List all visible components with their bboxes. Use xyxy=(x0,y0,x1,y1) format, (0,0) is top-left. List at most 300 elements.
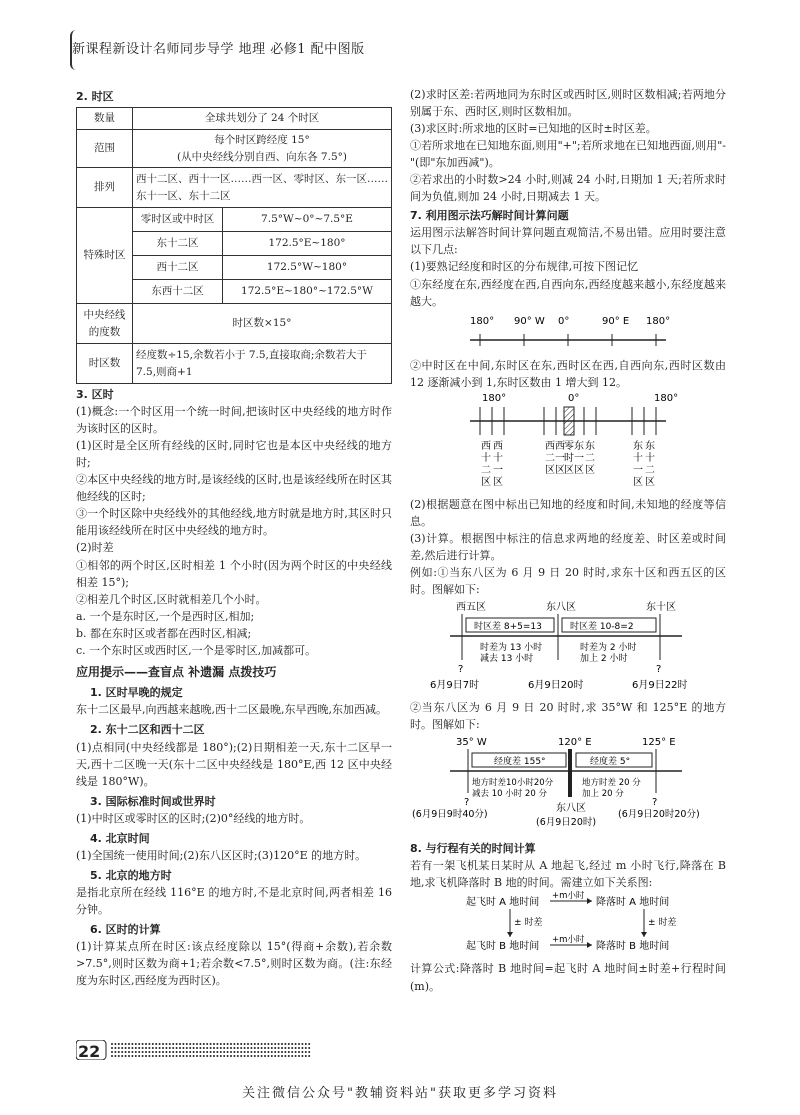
decor-dot xyxy=(278,1051,280,1053)
decor-dot xyxy=(264,1043,266,1045)
section-7-title: 7. 利用图示法巧解时间计算问题 xyxy=(410,209,569,223)
paragraph: (1)区时是全区所有经线的区时,同时它也是本区中央经线的地方时; xyxy=(76,439,392,470)
decor-dot xyxy=(261,1043,263,1045)
decor-dot xyxy=(288,1055,290,1057)
label: 降落时 A 地时间 xyxy=(596,897,670,909)
decor-dot xyxy=(131,1043,133,1045)
decor-dot xyxy=(281,1043,283,1045)
decor-dot xyxy=(291,1047,293,1049)
decor-dot xyxy=(162,1047,164,1049)
decor-dot xyxy=(210,1043,212,1045)
label: ? xyxy=(652,797,658,809)
decor-dot xyxy=(203,1047,205,1049)
decor-dot xyxy=(138,1047,140,1049)
decor-dot xyxy=(233,1043,235,1045)
label: ? xyxy=(458,664,464,676)
decor-dot xyxy=(240,1055,242,1057)
label: 经度差 155° xyxy=(494,757,546,768)
decor-dot xyxy=(264,1047,266,1049)
decor-dot xyxy=(291,1051,293,1053)
decor-dot xyxy=(254,1051,256,1053)
cell: 东十二区 xyxy=(133,232,223,256)
paragraph: (2)根据题意在图中标出已知地的经度和时间,未知地的经度等信息。 xyxy=(410,497,726,528)
tip-title: 6. 区时的计算 xyxy=(90,923,161,936)
cell: 172.5°E~180° xyxy=(223,232,392,256)
decor-dot xyxy=(264,1055,266,1057)
decor-dot xyxy=(131,1047,133,1049)
cell: 时区数 xyxy=(77,344,133,384)
decor-dot xyxy=(213,1047,215,1049)
decor-dot xyxy=(240,1047,242,1049)
decor-dot xyxy=(203,1051,205,1053)
paragraph: ②中时区在中间,东时区在东,西时区在西,自西向东,西时区数由 12 逐渐减小到 1,东时区数由 1 增大到 12。 xyxy=(410,358,726,389)
decor-dot xyxy=(281,1047,283,1049)
label: +m小时 xyxy=(552,935,585,946)
decor-dot xyxy=(210,1047,212,1049)
example1-diagram xyxy=(410,598,726,694)
decor-dot xyxy=(135,1047,137,1049)
zone-label: 西一区 xyxy=(555,440,565,476)
decor-dot xyxy=(203,1055,205,1057)
decor-dot xyxy=(182,1043,184,1045)
paragraph: c. 一个东时区或西时区,一个是零时区,加减都可。 xyxy=(76,643,317,657)
paragraph: ①若所求地在已知地东面,则用"+";若所求地在已知地西面,则用"-"(即"东加西减")。 xyxy=(410,139,726,170)
decor-dot xyxy=(227,1047,229,1049)
decor-dot xyxy=(176,1051,178,1053)
decor-dot xyxy=(281,1055,283,1057)
decor-dot xyxy=(271,1047,273,1049)
decor-dot xyxy=(162,1043,164,1045)
decor-dot xyxy=(145,1043,147,1045)
decor-dot xyxy=(118,1055,120,1057)
decor-dot xyxy=(230,1055,232,1057)
zone-label: 西十二区 xyxy=(481,440,491,488)
paragraph: 东十二区最早,向西越来越晚,西十二区最晚,东早西晚,东加西减。 xyxy=(76,703,387,717)
section-8-title: 8. 与行程有关的时间计算 xyxy=(410,842,536,856)
decor-dot xyxy=(237,1055,239,1057)
decor-dot xyxy=(247,1043,249,1045)
decor-dot xyxy=(257,1043,259,1045)
decor-dot xyxy=(206,1043,208,1045)
cell-line: 每个时区跨经度 15° xyxy=(214,134,310,147)
decor-dot xyxy=(162,1055,164,1057)
label: (6月9日20时) xyxy=(536,817,597,829)
paragraph: ②当东八区为 6 月 9 日 20 时时,求 35°W 和 125°E 的地方时。图解如下: xyxy=(410,701,726,732)
footer-note: 关注微信公众号"教辅资料站"获取更多学习资料 xyxy=(242,1086,558,1101)
decor-dot xyxy=(125,1051,127,1053)
decor-dot xyxy=(111,1055,113,1057)
zone-label: 东十二区 xyxy=(645,440,655,488)
decor-dot xyxy=(152,1047,154,1049)
decor-dot xyxy=(298,1051,300,1053)
decor-dot xyxy=(131,1055,133,1057)
label: 6月9日7时 xyxy=(430,680,480,692)
cell: 范围 xyxy=(77,130,133,168)
decor-dot xyxy=(199,1047,201,1049)
label: 经度差 5° xyxy=(590,757,631,768)
tip-title: 1. 区时早晚的规定 xyxy=(90,686,183,700)
tick-label: 90° W xyxy=(514,315,545,327)
decor-dot xyxy=(281,1051,283,1053)
paragraph: 若有一架飞机某日某时从 A 地起飞,经过 m 小时飞行,降落在 B 地,求飞机降落时 B 地的时间。需建立如下关系图: xyxy=(410,859,726,890)
decor-dot xyxy=(301,1047,303,1049)
decor-dot xyxy=(189,1047,191,1049)
decor-dot xyxy=(186,1047,188,1049)
cell: 时区数×15° xyxy=(133,304,392,344)
paragraph: a. 一个是东时区,一个是西时区,相加; xyxy=(76,609,255,623)
paragraph: ②相差几个时区,区时就相差几个小时。 xyxy=(76,592,267,606)
decor-dot xyxy=(135,1055,137,1057)
decor-dot xyxy=(111,1047,113,1049)
decor-dot xyxy=(196,1043,198,1045)
decor-dot xyxy=(145,1051,147,1053)
decor-dot xyxy=(128,1043,130,1045)
decor-dot xyxy=(169,1051,171,1053)
decor-dot xyxy=(271,1055,273,1057)
decor-dot xyxy=(155,1051,157,1053)
flight-relation-diagram xyxy=(410,891,726,955)
decor-dot xyxy=(193,1051,195,1053)
decor-dot xyxy=(142,1051,144,1053)
tick-label: 90° E xyxy=(602,315,630,327)
decor-dot xyxy=(193,1055,195,1057)
decor-dot xyxy=(233,1055,235,1057)
cell: 172.5°E~180°~172.5°W xyxy=(223,280,392,304)
decor-dot xyxy=(148,1051,150,1053)
decor-dot xyxy=(223,1043,225,1045)
timezone-line-diagram xyxy=(410,391,726,491)
decor-dot xyxy=(274,1043,276,1045)
decor-dot xyxy=(114,1055,116,1057)
decor-dot xyxy=(159,1043,161,1045)
label: 加上 20 分 xyxy=(582,789,624,800)
decor-dot xyxy=(196,1051,198,1053)
decor-dot xyxy=(172,1051,174,1053)
decor-dot xyxy=(257,1047,259,1049)
cell: 特殊时区 xyxy=(77,208,133,304)
decor-dot xyxy=(203,1043,205,1045)
decor-dot xyxy=(125,1043,127,1045)
label: 加上 2 小时 xyxy=(580,654,628,665)
decor-dot xyxy=(254,1047,256,1049)
decor-dot xyxy=(172,1055,174,1057)
decor-dot xyxy=(220,1055,222,1057)
zone-label: 西二区 xyxy=(545,440,555,476)
zone-label: 西十一区 xyxy=(493,440,503,488)
paragraph: ③一个时区除中央经线外的其他经线,地方时就是地方时,其区时只能用该经线所在时区中央经线的地方时。 xyxy=(76,507,392,538)
cell-line: (从中央经线分别自西、向东各 7.5°) xyxy=(177,150,347,163)
label: 120° E xyxy=(558,737,592,749)
decor-dot xyxy=(172,1047,174,1049)
decor-dot xyxy=(159,1055,161,1057)
decor-dot xyxy=(118,1047,120,1049)
decor-dot xyxy=(165,1047,167,1049)
decor-dot xyxy=(305,1043,307,1045)
decor-dot xyxy=(121,1051,123,1053)
longitude-line-diagram xyxy=(410,310,726,352)
decor-dot xyxy=(182,1055,184,1057)
decor-dot xyxy=(284,1043,286,1045)
cell: 中央经线的度数 xyxy=(77,304,133,344)
cell: 东西十二区 xyxy=(133,280,223,304)
label: 西五区 xyxy=(456,602,486,614)
decor-dot xyxy=(135,1043,137,1045)
decor-dot xyxy=(295,1051,297,1053)
decor-dot xyxy=(230,1043,232,1045)
decor-dot xyxy=(261,1051,263,1053)
paragraph: (1)计算某点所在时区:该点经度除以 15°(得商+余数),若余数>7.5°,则时区数为商+1;若余数<7.5°,则时区数为商。(注:东经度为东时区,西经度为西时区)。 xyxy=(76,940,392,988)
decor-dot xyxy=(254,1043,256,1045)
decor-dot xyxy=(128,1047,130,1049)
decor-dot xyxy=(295,1043,297,1045)
zone-label: 东一区 xyxy=(574,440,584,476)
decor-dot xyxy=(284,1055,286,1057)
decor-dot xyxy=(264,1051,266,1053)
decor-dot xyxy=(247,1047,249,1049)
decor-dot xyxy=(220,1051,222,1053)
decor-dot xyxy=(305,1055,307,1057)
label: 东十区 xyxy=(646,602,676,614)
tip-title: 3. 国际标准时间或世界时 xyxy=(90,794,216,808)
decor-dot xyxy=(227,1055,229,1057)
decor-dot xyxy=(189,1055,191,1057)
decor-dot xyxy=(305,1051,307,1053)
decor-dot xyxy=(244,1055,246,1057)
label: 35° W xyxy=(456,737,487,749)
decor-dot xyxy=(220,1043,222,1045)
tick-label: 180° xyxy=(654,392,679,404)
decor-dot xyxy=(179,1047,181,1049)
decor-dot xyxy=(206,1055,208,1057)
decor-dot xyxy=(250,1055,252,1057)
decor-dot xyxy=(169,1043,171,1045)
decor-dot xyxy=(240,1051,242,1053)
decor-dot xyxy=(159,1047,161,1049)
decor-dot xyxy=(138,1055,140,1057)
decor-dot xyxy=(210,1051,212,1053)
label: 时差为 2 小时 xyxy=(580,643,637,654)
page-number: 22 xyxy=(78,1042,101,1061)
label: 减去 13 小时 xyxy=(480,654,534,665)
decor-dot xyxy=(220,1047,222,1049)
decor-dot xyxy=(199,1051,201,1053)
decor-dot xyxy=(179,1043,181,1045)
timezone-table xyxy=(76,107,392,384)
cell: 172.5°W~180° xyxy=(223,256,392,280)
label: +m小时 xyxy=(552,891,585,902)
decor-dot xyxy=(186,1051,188,1053)
decor-dot xyxy=(278,1043,280,1045)
zone-label: 东十一区 xyxy=(633,440,643,488)
decor-dot xyxy=(250,1047,252,1049)
decor-dot xyxy=(305,1047,307,1049)
decor-dot xyxy=(247,1051,249,1053)
label: 6月9日22时 xyxy=(632,680,688,692)
decor-dot xyxy=(131,1051,133,1053)
decor-dot xyxy=(121,1043,123,1045)
tip-title: 2. 东十二区和西十二区 xyxy=(90,723,205,737)
decor-dot xyxy=(298,1055,300,1057)
paragraph: (2)时差 xyxy=(76,541,114,555)
tip-title: 4. 北京时间 xyxy=(90,831,150,845)
paragraph: (1)概念:一个时区用一个统一时间,把该时区中央经线的地方时作为该时区的区时。 xyxy=(76,405,392,436)
decor-dot xyxy=(155,1055,157,1057)
decor-dot xyxy=(176,1047,178,1049)
paragraph: (3)求区时:所求地的区时=已知地的区时±时区差。 xyxy=(410,122,657,136)
decor-dot xyxy=(118,1051,120,1053)
zone-label: 东二区 xyxy=(585,440,595,476)
decor-dot xyxy=(111,1043,113,1045)
decor-dot xyxy=(199,1055,201,1057)
decor-dot xyxy=(216,1055,218,1057)
decor-dot xyxy=(240,1043,242,1045)
tick-label: 180° xyxy=(470,315,495,327)
decor-dot xyxy=(121,1055,123,1057)
decor-dot xyxy=(114,1043,116,1045)
decor-dot xyxy=(308,1047,310,1049)
decor-dot xyxy=(216,1043,218,1045)
label: (6月9日20时20分) xyxy=(618,809,700,821)
decor-dot xyxy=(230,1051,232,1053)
decor-dot xyxy=(254,1055,256,1057)
decor-dot xyxy=(193,1043,195,1045)
page-number-bar xyxy=(76,1040,316,1060)
section-2-title: 2. 时区 xyxy=(76,90,114,103)
tick-label: 180° xyxy=(482,392,507,404)
decor-dot xyxy=(247,1055,249,1057)
zone-label: 零时区 xyxy=(564,440,574,476)
decor-dot xyxy=(267,1055,269,1057)
tick-label: 180° xyxy=(646,315,671,327)
decor-dot xyxy=(179,1051,181,1053)
decor-dot xyxy=(223,1047,225,1049)
decor-dot xyxy=(244,1047,246,1049)
decor-dot xyxy=(301,1055,303,1057)
label: (6月9日9时40分) xyxy=(412,809,488,821)
zero-zone-hatch xyxy=(564,407,574,435)
cell: 经度数÷15,余数若小于 7.5,直接取商;余数若大于 7.5,则商+1 xyxy=(133,344,392,384)
right-column xyxy=(410,86,726,995)
label: 东八区 xyxy=(546,602,576,614)
decor-dot xyxy=(176,1055,178,1057)
label: 125° E xyxy=(642,737,676,749)
paragraph: 运用图示法解答时间计算问题直观简洁,不易出错。应用时要注意以下几点: xyxy=(410,226,726,257)
decor-dot xyxy=(128,1051,130,1053)
decor-dot xyxy=(186,1043,188,1045)
example2-diagram xyxy=(410,733,726,833)
decor-dot xyxy=(244,1043,246,1045)
decor-dot xyxy=(271,1043,273,1045)
page-header: 新课程新设计名师同步导学 地理 必修1 配中图版 xyxy=(72,42,365,57)
decor-dot xyxy=(244,1051,246,1053)
decor-dot xyxy=(278,1055,280,1057)
label: 降落时 B 地时间 xyxy=(596,941,670,953)
decor-dot xyxy=(121,1047,123,1049)
decor-dot xyxy=(233,1047,235,1049)
decor-dot xyxy=(250,1043,252,1045)
paragraph: ①东经度在东,西经度在西,自西向东,西经度越来越小,东经度越来越大。 xyxy=(410,277,726,308)
paragraph: (1)点相同(中央经线都是 180°);(2)日期相差一天,东十二区早一天,西十二区晚一天(东十二区中央经线是 180°E,西 12 区中央经线是 180°W)。 xyxy=(76,740,392,788)
paragraph: (1)要熟记经度和时区的分布规律,可按下图记忆 xyxy=(410,260,639,274)
decor-dot xyxy=(291,1043,293,1045)
decor-dot xyxy=(169,1055,171,1057)
decor-dot xyxy=(295,1047,297,1049)
decor-dot xyxy=(267,1043,269,1045)
label: 东八区 xyxy=(556,803,586,815)
paragraph: (1)全国统一使用时间;(2)东八区区时;(3)120°E 的地方时。 xyxy=(76,848,367,862)
decor-dot xyxy=(148,1047,150,1049)
decor-dot xyxy=(274,1051,276,1053)
cell xyxy=(133,130,392,168)
decor-dot xyxy=(301,1051,303,1053)
label: 地方时差 20 分 xyxy=(582,778,641,789)
paragraph: (3)计算。根据图中标注的信息求两地的经度差、时区差或时间差,然后进行计算。 xyxy=(410,531,726,562)
decor-dot xyxy=(125,1055,127,1057)
paragraph: 是指北京所在经线 116°E 的地方时,不是北京时间,两者相差 16 分钟。 xyxy=(76,885,392,916)
decor-dot xyxy=(186,1055,188,1057)
decor-dot xyxy=(308,1043,310,1045)
cell: 零时区或中时区 xyxy=(133,208,223,232)
decor-dot xyxy=(284,1047,286,1049)
decor-dot xyxy=(308,1055,310,1057)
label: 减去 10 小时 20 分 xyxy=(472,789,547,800)
cell: 排列 xyxy=(77,168,133,208)
label: 时差为 13 小时 xyxy=(480,643,543,654)
paragraph: ②本区中央经线的地方时,是该经线的区时,也是该经线所在时区其他经线的区时; xyxy=(76,473,392,504)
paragraph: (1)中时区或零时区的区时;(2)0°经线的地方时。 xyxy=(76,811,311,825)
decor-dot xyxy=(223,1055,225,1057)
cell: 西十二区、西十一区……西一区、零时区、东一区……东十一区、东十二区 xyxy=(133,168,392,208)
decor-dot xyxy=(114,1047,116,1049)
decor-dot xyxy=(223,1051,225,1053)
label: ? xyxy=(464,797,470,809)
decor-dot xyxy=(145,1055,147,1057)
label: 起飞时 A 地时间 xyxy=(466,897,540,909)
decor-dot xyxy=(199,1043,201,1045)
paragraph: b. 都在东时区或者都在西时区,相减; xyxy=(76,626,252,640)
decor-dot xyxy=(288,1051,290,1053)
decor-dot xyxy=(237,1047,239,1049)
label: 时区差 10-8=2 xyxy=(570,622,634,633)
decor-dot xyxy=(216,1051,218,1053)
decor-dot xyxy=(227,1043,229,1045)
decor-dot xyxy=(278,1047,280,1049)
decor-dot xyxy=(233,1051,235,1053)
decor-dot xyxy=(274,1055,276,1057)
decor-dot xyxy=(298,1047,300,1049)
decor-dot xyxy=(213,1055,215,1057)
decor-dot xyxy=(182,1051,184,1053)
cell: 7.5°W~0°~7.5°E xyxy=(223,208,392,232)
decor-dot xyxy=(135,1051,137,1053)
decor-dot xyxy=(206,1047,208,1049)
paragraph: ②若求出的小时数>24 小时,则减 24 小时,日期加 1 天;若所求时间为负值,则加 24 小时,日期减去 1 天。 xyxy=(410,173,726,204)
decor-dot xyxy=(213,1051,215,1053)
tips-banner: 应用提示——查盲点 补遗漏 点拨技巧 xyxy=(76,664,277,679)
paragraph: (2)求时区差:若两地同为东时区或西时区,则时区数相减;若两地分别属于东、西时区,则时区数相加。 xyxy=(410,88,726,119)
decor-dot xyxy=(206,1051,208,1053)
left-column xyxy=(76,86,392,989)
decor-dot xyxy=(288,1043,290,1045)
decor-dot xyxy=(274,1047,276,1049)
decor-dot xyxy=(111,1051,113,1053)
decor-dot xyxy=(267,1047,269,1049)
decor-dot xyxy=(189,1051,191,1053)
decor-dot xyxy=(176,1043,178,1045)
decor-dot xyxy=(125,1047,127,1049)
decor-dot xyxy=(159,1051,161,1053)
label: ± 时差 xyxy=(514,918,543,929)
